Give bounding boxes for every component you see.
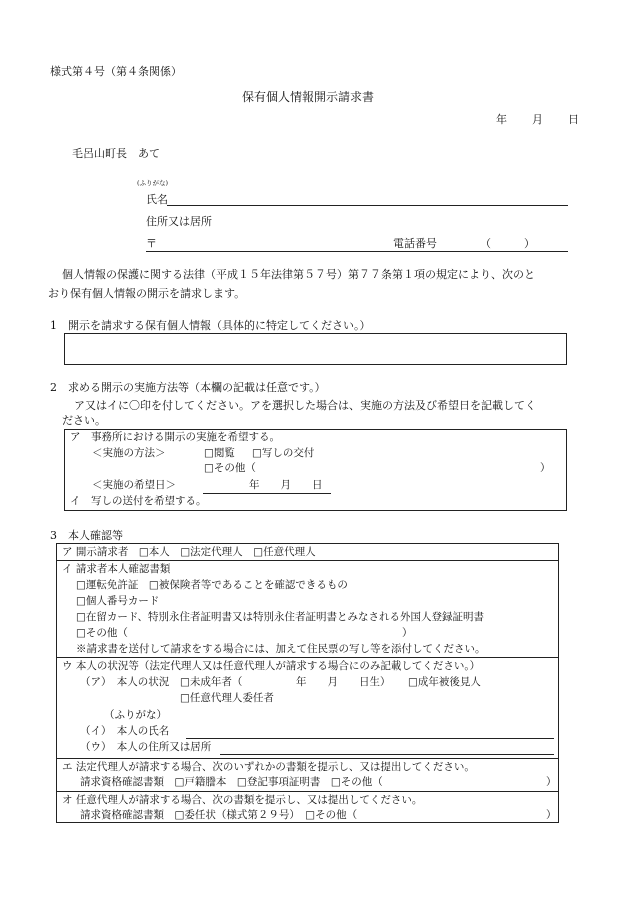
row-divider [56,560,559,561]
agent-docs-row[interactable]: 請求資格確認書類 □委任状（様式第２９号） □その他（ [80,809,358,821]
principal-name-label: （イ） 本人の氏名 [80,725,170,737]
legal-rep-title: エ 法定代理人が請求する場合、次のいずれかの書類を提示し、又は提出してください。 [62,761,475,773]
opt-view-checkbox[interactable]: □閲覧 [204,447,235,459]
section2-heading: 2 求める開示の実施方法等（本欄の記載は任意です。） [50,381,326,394]
address-line[interactable] [146,251,568,252]
principal-status-label: （ア） 本人の状況 [80,676,170,688]
id-doc-item[interactable]: □在留カード、特別永住者証明書又は特別永住者証明書とみなされる外国人登録証明書 [76,611,484,623]
id-doc-item[interactable]: □運転免許証 □被保険者等であることを確認できるもの [76,579,348,591]
row-divider [56,657,559,658]
section2-note-1: ア又はイに〇印を付してください。アを選択した場合は、実施の方法及び希望日を記載してく [74,399,536,412]
desired-date-label: ＜実施の希望日＞ [92,479,176,491]
adult-ward-checkbox[interactable]: □成年被後見人 [408,676,481,688]
id-doc-item[interactable]: □個人番号カード [76,595,160,607]
name-line[interactable] [167,205,568,206]
address-label: 住所又は居所 [146,215,212,228]
desired-date-line[interactable] [203,493,331,494]
opt-other-close: ） [540,462,551,474]
intro-line-2: おり保有個人情報の開示を請求します。 [48,287,246,300]
id-documents-title: イ 請求者本人確認書類 [62,563,171,575]
section3-heading: 3 本人確認等 [50,529,123,542]
section1-heading: 1 開示を請求する保有個人情報（具体的に特定してください。） [50,319,371,332]
legal-rep-close: ） [546,776,557,788]
date-month-label: 月 [532,113,543,126]
principal-name-line[interactable] [186,738,554,739]
page-title: 保有個人情報開示請求書 [242,90,375,104]
row-divider [56,791,559,792]
mail-request-note: ※請求書を送付して請求をする場合には、加えて住民票の写し等を添付してください。 [76,643,486,655]
agent-close: ） [546,809,557,821]
legal-rep-docs-row[interactable]: 請求資格確認書類 □戸籍謄本 □登記事項証明書 □その他（ [80,776,383,788]
postal-mark: 〒 [146,237,157,250]
desired-date-text: 年 月 日 [249,479,323,491]
date-day-label: 日 [568,113,579,126]
furigana-label: (ふりがな) [137,179,169,187]
requested-info-field[interactable] [64,333,567,365]
option-b-label[interactable]: イ 写しの送付を希望する。 [70,495,207,507]
section2-note-2: ださい。 [62,414,106,427]
form-number: 様式第４号（第４条関係） [50,65,182,78]
principal-status-title: ウ 本人の状況等（法定代理人又は任意代理人が請求する場合にのみ記載してください。） [62,660,481,672]
id-doc-other-close: ） [402,627,413,639]
opt-copy-checkbox[interactable]: □写しの交付 [252,447,315,459]
birth-date-text: 年 月 日生） [296,676,391,688]
intro-line-1: 個人情報の保護に関する法律（平成１５年法律第５７号）第７７条第１項の規定により、次のと [62,268,535,281]
opt-other-checkbox[interactable]: □その他（ [204,462,256,474]
principal-furigana-label: （ふりがな） [104,709,167,721]
row-divider [56,758,559,759]
principal-checkbox[interactable]: □任意代理人委任者 [180,692,274,704]
agent-title: オ 任意代理人が請求する場合、次の書類を提示し、又は提出してください。 [62,794,423,806]
method-label: ＜実施の方法＞ [92,447,166,459]
name-label: 氏名 [146,193,168,206]
phone-parens: （ ） [480,237,535,250]
date-year-label: 年 [496,113,507,126]
principal-address-label: （ウ） 本人の住所又は居所 [80,741,212,753]
id-doc-item[interactable]: □その他（ [76,627,128,639]
phone-label: 電話番号 [393,237,437,250]
minor-checkbox[interactable]: □未成年者（ [180,676,243,688]
requester-type-row[interactable]: ア 開示請求者 □本人 □法定代理人 □任意代理人 [62,546,316,558]
principal-address-line[interactable] [220,754,554,755]
option-a-label[interactable]: ア 事務所における開示の実施を希望する。 [70,431,280,443]
addressee: 毛呂山町長 あて [72,147,160,160]
